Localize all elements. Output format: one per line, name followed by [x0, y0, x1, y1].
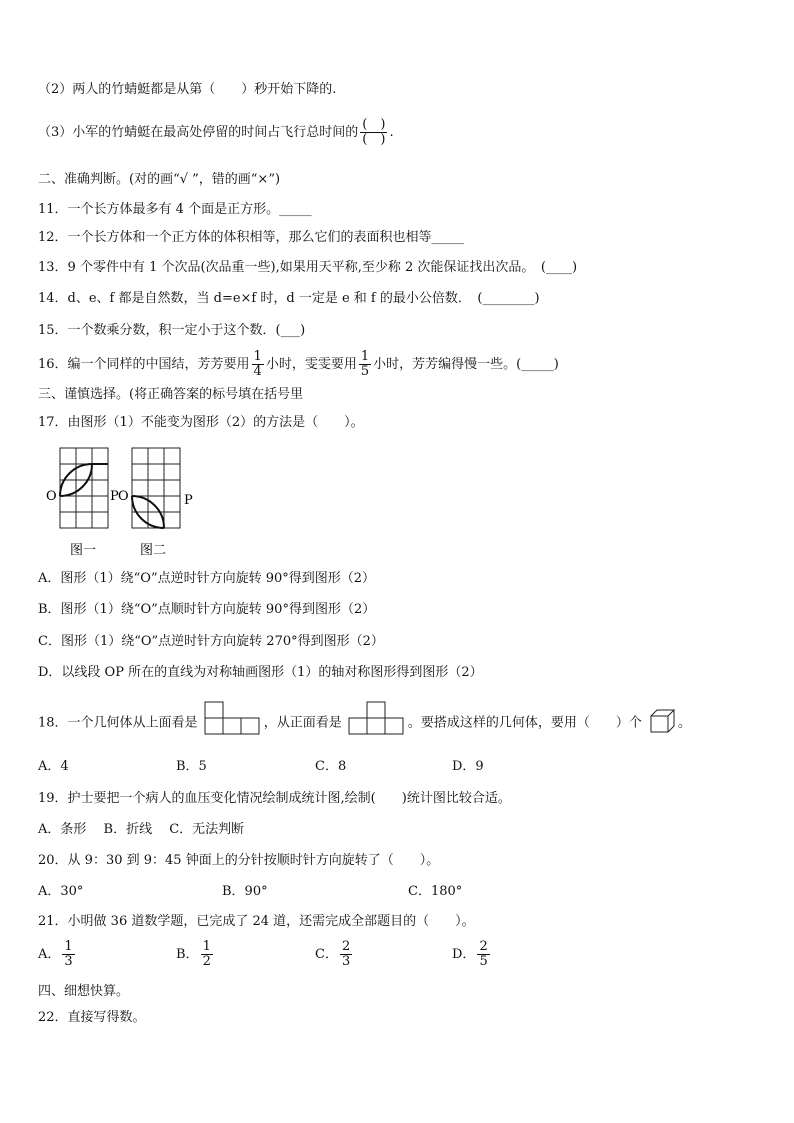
figure-2-caption: 图二	[140, 543, 167, 558]
q19-options: A．条形 B．折线 C．无法判断	[38, 822, 245, 837]
q20-option-c: C．180°	[408, 884, 463, 899]
q2-3-fraction: $\frac{( )}{( )}$	[362, 117, 386, 147]
question-22: 22．直接写得数。	[38, 1010, 146, 1025]
q18-option-a: A．4	[38, 759, 69, 774]
q21-option-a: A． $\frac{1}{3}$	[38, 939, 73, 969]
question-2-part-3: （3）小军的竹蜻蜓在最高处停留的时间占飞行总时间的 $\frac{( )}{( )}$ .	[38, 117, 394, 147]
section-3-heading: 三、谨慎选择。(将正确答案的标号填在括号里	[38, 387, 304, 402]
figure-1-label-p: P	[110, 489, 119, 504]
section-4-heading: 四、细想快算。	[38, 984, 130, 999]
q16-fraction-2: $\frac{1}{5}$	[360, 349, 370, 379]
q18-option-c: C．8	[315, 759, 347, 774]
question-21: 21．小明做 36 道数学题，已完成了 24 道，还需完成全部题目的（ ）。	[38, 914, 475, 929]
question-2-part-2: （2）两人的竹蜻蜓都是从第（ ）秒开始下降的.	[38, 82, 337, 97]
question-15: 15．一个数乘分数，积一定小于这个数．(___)	[38, 323, 306, 338]
question-14: 14．d、e、f 都是自然数，当 d=e×f 时，d 一定是 e 和 f 的最小公倍数． (________)	[38, 291, 540, 306]
q17-option-a: A．图形（1）绕“O”点逆时针方向旋转 90°得到图形（2）	[38, 571, 376, 586]
q16-fraction-1: $\frac{1}{4}$	[253, 349, 262, 379]
q17-figure	[40, 444, 200, 562]
figure-1-grid	[60, 448, 108, 528]
figure-1-caption: 图一	[70, 543, 97, 558]
question-19: 19．护士要把一个病人的血压变化情况绘制成统计图,绘制( )统计图比较合适。	[38, 791, 511, 806]
front-view-figure	[348, 701, 406, 735]
q17-option-c: C．图形（1）绕“O”点逆时针方向旋转 270°得到图形（2）	[38, 634, 384, 649]
figure-1-label-o: O	[46, 489, 57, 504]
question-20: 20．从 9：30 到 9：45 钟面上的分针按顺时针方向旋转了（ ）。	[38, 853, 440, 868]
q18-option-d: D．9	[452, 759, 484, 774]
top-view-figure	[204, 701, 262, 735]
q2-3-text: （3）小军的竹蜻蜓在最高处停留的时间占飞行总时间的	[38, 125, 359, 140]
question-18: 18．一个几何体从上面看是 ，从正面看是 。要搭成这样的几何体，要用（ ）个 。	[38, 711, 691, 735]
q21-option-b: B． $\frac{1}{2}$	[176, 939, 211, 969]
q20-option-a: A．30°	[38, 884, 84, 899]
question-13: 13．9 个零件中有 1 个次品(次品重一些),如果用天平称,至少称 2 次能保证找出次品。 (____)	[38, 260, 578, 275]
q18-option-b: B．5	[176, 759, 207, 774]
section-2-heading: 二、准确判断。(对的画“√ ”，错的画“×”)	[38, 172, 281, 187]
q21-option-d: D． $\frac{2}{5}$	[452, 939, 488, 969]
cube-icon	[650, 709, 676, 733]
q17-option-b: B．图形（1）绕“O”点顺时针方向旋转 90°得到图形（2）	[38, 602, 376, 617]
figure-2-label-p: P	[184, 493, 193, 508]
q20-option-b: B．90°	[222, 884, 268, 899]
question-16: 16．编一个同样的中国结，芳芳要用 $\frac{1}{4}$ 小时，雯雯要用 $\frac{1}{5}$ 小时，芳芳编得慢一些。(_____)	[38, 349, 559, 379]
question-11: 11．一个长方体最多有 4 个面是正方形。_____	[38, 202, 312, 217]
q17-option-d: D．以线段 OP 所在的直线为对称轴画图形（1）的轴对称图形得到图形（2）	[38, 665, 483, 680]
question-12: 12．一个长方体和一个正方体的体积相等，那么它们的表面积也相等_____	[38, 230, 465, 245]
q21-option-c: C． $\frac{2}{3}$	[315, 939, 351, 969]
question-17: 17．由图形（1）不能变为图形（2）的方法是（ ）。	[38, 415, 364, 430]
figure-2-label-o: O	[118, 489, 129, 504]
